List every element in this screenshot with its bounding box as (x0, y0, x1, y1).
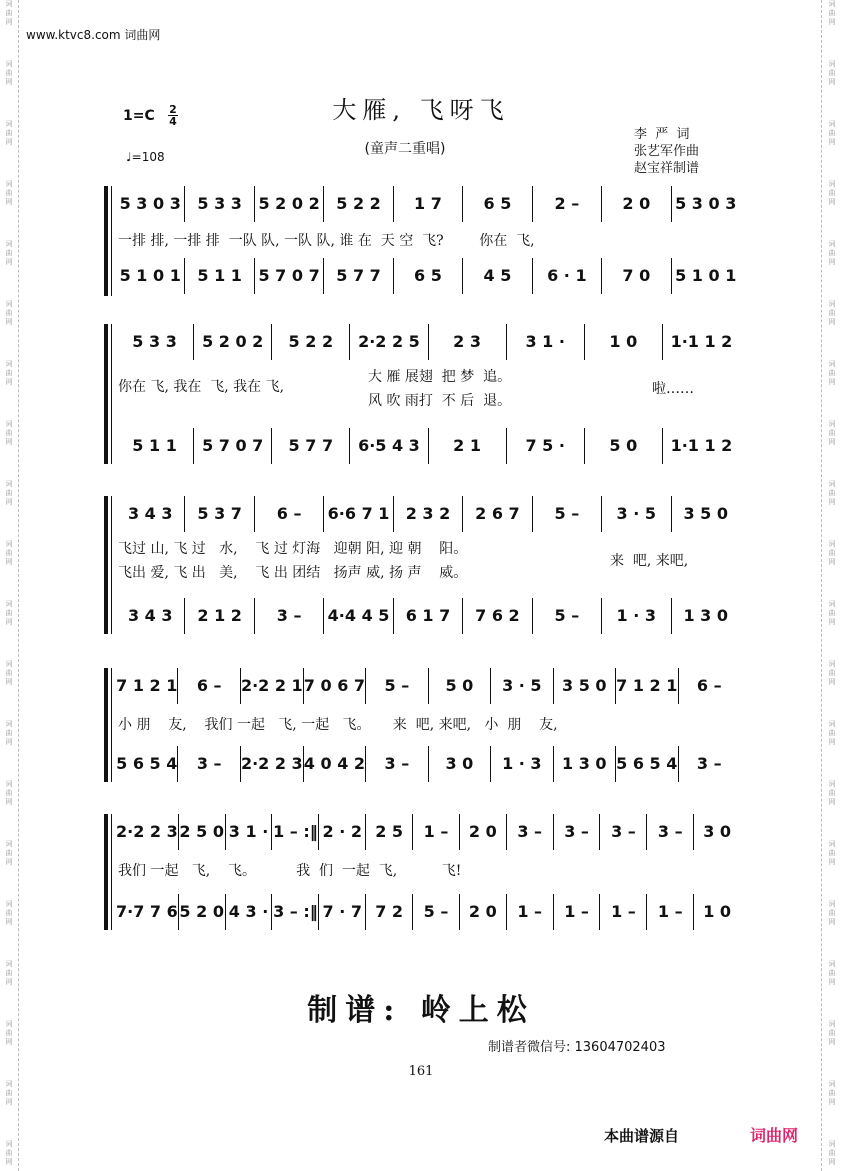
measure: 3 – (647, 814, 694, 850)
watermark-text: 词 曲 网 (5, 480, 13, 506)
watermark-text: 词 曲 网 (828, 900, 836, 926)
measure: 1·1 1 2 (670, 332, 733, 351)
watermark-text: 词 曲 网 (5, 420, 13, 446)
watermark-text: 词 曲 网 (828, 660, 836, 686)
watermark-text: 词 曲 网 (5, 300, 13, 326)
measure: 5 2 0 2 (255, 186, 324, 222)
measure: 2 1 (429, 428, 507, 464)
watermark-text: 词 曲 网 (5, 600, 13, 626)
watermark-text: 词 曲 网 (5, 840, 13, 866)
measure: 2 – (533, 186, 602, 222)
measure: 2 3 (429, 324, 507, 360)
watermark-text: 词 曲 网 (828, 840, 836, 866)
measure: 6 – (696, 676, 722, 695)
watermark-text: 词 曲 网 (828, 420, 836, 446)
measure: 5 2 0 2 (194, 324, 272, 360)
measure: 7 5 · (507, 428, 585, 464)
measure: 1 · 3 (491, 746, 553, 782)
song-title: 大雁, 飞呀飞 (332, 96, 510, 124)
measure: 6·5 4 3 (350, 428, 428, 464)
meter-bottom: 4 (169, 115, 177, 128)
upper-voice-line (116, 324, 740, 360)
measure: 3 – (600, 814, 647, 850)
watermark-text: 词 曲 网 (5, 1140, 13, 1166)
score-system-4 (104, 668, 740, 782)
measure: 2·2 2 3 (241, 746, 304, 782)
watermark-text: 词 曲 网 (5, 900, 13, 926)
watermark-text: 词 曲 网 (5, 720, 13, 746)
watermark-text: 词 曲 网 (5, 120, 13, 146)
upper-voice-line (116, 668, 740, 704)
measure: 4 5 (463, 258, 532, 294)
watermark-text: 词 曲 网 (5, 1020, 13, 1046)
system-bracket (104, 186, 114, 296)
measure: 3 – (696, 754, 722, 773)
site-header[interactable]: www.ktvc8.com 词曲网 (26, 28, 161, 42)
measure: 3 – (255, 598, 324, 634)
measure: 5 7 7 (324, 258, 393, 294)
measure: 5 0 (429, 668, 491, 704)
measure: 1 7 (394, 186, 463, 222)
measure: 1·1 1 2 (670, 436, 733, 455)
lyrics-verse-2: 风 吹 雨打 不 后 退。 (368, 393, 512, 409)
lower-voice-line (116, 746, 740, 782)
measure: 5 1 1 (185, 258, 254, 294)
measure: 1 3 0 (683, 606, 728, 625)
measure: 1 0 (585, 324, 663, 360)
measure: 6 5 (463, 186, 532, 222)
measure: 3 0 (703, 822, 732, 841)
score-system-1 (104, 186, 740, 296)
subtitle: (童声二重唱) (364, 141, 446, 157)
watermark-text: 词 曲 网 (5, 60, 13, 86)
watermark-text: 词 曲 网 (828, 360, 836, 386)
measure: 5 0 (585, 428, 663, 464)
measure: 6 · 1 (533, 258, 602, 294)
watermark-text: 词 曲 网 (828, 720, 836, 746)
score-system-2 (104, 324, 740, 464)
measure: 1 – (647, 894, 694, 930)
measure: 5 6 5 4 (116, 746, 178, 782)
watermark-text: 词 曲 网 (828, 480, 836, 506)
watermark-text: 词 曲 网 (828, 1140, 836, 1166)
measure: 3 5 0 (554, 668, 616, 704)
measure: 2 · 2 (319, 814, 366, 850)
measure: 5 1 0 1 (116, 258, 185, 294)
lower-voice-line (116, 894, 740, 930)
measure: 1 3 0 (554, 746, 616, 782)
watermark-text: 词 曲 网 (5, 360, 13, 386)
watermark-text: 词 曲 网 (5, 960, 13, 986)
measure: 5 7 0 7 (194, 428, 272, 464)
watermark-text: 词 曲 网 (828, 300, 836, 326)
lyrics-verse-1: 大 雁 展翅 把 梦 追。 (368, 369, 512, 385)
measure: 1 · 3 (602, 598, 671, 634)
watermark-text: 词 曲 网 (828, 780, 836, 806)
system-bracket (104, 324, 114, 464)
source-site-link[interactable]: 词曲网 (750, 1126, 799, 1145)
watermark-text: 词 曲 网 (828, 0, 836, 26)
watermark-text: 词 曲 网 (828, 1020, 836, 1046)
measure: 5 3 7 (185, 496, 254, 532)
watermark-text: 词 曲 网 (5, 780, 13, 806)
measure: 7 0 (602, 258, 671, 294)
lyricist-credit: 李 严 词 (634, 127, 690, 142)
measure: 2·2 2 1 (241, 668, 304, 704)
measure: 2 5 (366, 814, 413, 850)
measure: 5 2 2 (324, 186, 393, 222)
measure: 3 – (366, 746, 428, 782)
measure: 2·2 2 5 (350, 324, 428, 360)
lyrics-line: 我们 一起 飞, 飞。 我 们 一起 飞, 飞! (118, 863, 462, 879)
measure: 1 – (600, 894, 647, 930)
measure: 7 1 2 1 (116, 668, 178, 704)
measure: 5 3 0 3 (675, 194, 737, 213)
score-system-5 (104, 814, 740, 930)
lyrics-verse-2: 飞出 爱, 飞 出 美, 飞 出 团结 扬声 威, 扬 声 威。 (118, 565, 468, 581)
measure: 6 – (255, 496, 324, 532)
measure: 3 4 3 (116, 496, 185, 532)
score-system-3 (104, 496, 740, 634)
measure: 5 2 0 (179, 894, 226, 930)
measure: 1 – :‖ (272, 814, 319, 850)
measure: 2·2 2 3 (116, 814, 179, 850)
system-bracket (104, 668, 114, 782)
measure: 1 0 (703, 902, 732, 921)
measure: 2 3 2 (394, 496, 463, 532)
measure: 5 6 5 4 (616, 746, 678, 782)
measure: 5 3 0 3 (116, 186, 185, 222)
measure: 5 1 1 (116, 428, 194, 464)
measure: 3 – (178, 746, 240, 782)
measure: 1 – (413, 814, 460, 850)
lower-voice-line (116, 258, 740, 294)
system-bracket (104, 814, 114, 930)
measure: 5 – (533, 598, 602, 634)
measure: 7 0 6 7 (304, 668, 366, 704)
watermark-text: 词 曲 网 (828, 600, 836, 626)
measure: 7 6 2 (463, 598, 532, 634)
measure: 3 – (554, 814, 601, 850)
watermark-text: 词 曲 网 (5, 1080, 13, 1106)
lyrics-line: 小 朋 友, 我们 一起 飞, 一起 飞。 来 吧, 来吧, 小 朋 友, (118, 717, 558, 733)
measure: 5 – (413, 894, 460, 930)
measure: 3 1 · (226, 814, 273, 850)
page-number: 161 (408, 1064, 434, 1079)
arranger-credit: 赵宝祥制谱 (634, 161, 700, 176)
measure: 4 3 · (226, 894, 273, 930)
measure: 2 5 0 (179, 814, 226, 850)
measure: 5 – (366, 668, 428, 704)
measure: 7·7 7 6 (116, 894, 179, 930)
measure: 6·6 7 1 (324, 496, 393, 532)
measure: 7 1 2 1 (616, 668, 678, 704)
measure: 5 – (533, 496, 602, 532)
measure: 4 0 4 2 (304, 746, 366, 782)
measure: 6 1 7 (394, 598, 463, 634)
watermark-text: 词 曲 网 (828, 540, 836, 566)
measure: 3 4 3 (116, 598, 185, 634)
upper-voice-line (116, 496, 740, 532)
measure: 7 2 (366, 894, 413, 930)
watermark-text: 词 曲 网 (5, 180, 13, 206)
measure: 7 · 7 (319, 894, 366, 930)
watermark-text: 词 曲 网 (828, 960, 836, 986)
measure: 1 – (554, 894, 601, 930)
system-bracket (104, 496, 114, 634)
meter-top: 2 (169, 103, 177, 116)
measure: 2 0 (602, 186, 671, 222)
watermark-text: 词 曲 网 (5, 540, 13, 566)
source-label: 本曲谱源自 (604, 1127, 680, 1145)
measure: 5 7 0 7 (255, 258, 324, 294)
arranger-wechat: 制谱者微信号: 13604702403 (488, 1040, 666, 1055)
upper-voice-line (116, 814, 740, 850)
watermark-text: 词 曲 网 (5, 660, 13, 686)
composer-credit: 张艺军作曲 (634, 144, 700, 159)
measure: 1 – (507, 894, 554, 930)
measure: 3 0 (429, 746, 491, 782)
measure: 4·4 4 5 (324, 598, 393, 634)
measure: 2 6 7 (463, 496, 532, 532)
measure: 3 5 0 (683, 504, 728, 523)
time-signature (168, 104, 178, 127)
measure: 5 7 7 (272, 428, 350, 464)
key-signature: 1=C (123, 108, 155, 124)
measure: 3 · 5 (491, 668, 553, 704)
lower-voice-line (116, 428, 740, 464)
measure: 5 3 3 (185, 186, 254, 222)
lyrics-verse-1: 飞过 山, 飞 过 水, 飞 过 灯海 迎朝 阳, 迎 朝 阳。 (118, 541, 468, 557)
watermark-text: 词 曲 网 (828, 1080, 836, 1106)
arranger-signature: 制谱: 岭上松 (307, 993, 535, 1028)
measure: 6 – (178, 668, 240, 704)
watermark-text: 词 曲 网 (5, 240, 13, 266)
measure: 2 0 (460, 814, 507, 850)
measure: 6 5 (394, 258, 463, 294)
watermark-text: 词 曲 网 (828, 240, 836, 266)
watermark-text: 词 曲 网 (5, 0, 13, 26)
lyrics-line: 你在 飞, 我在 飞, 我在 飞, (118, 379, 285, 395)
lyrics-come: 来 吧, 来吧, (610, 553, 689, 569)
lyrics-la: 啦…… (652, 381, 694, 397)
measure: 3 · 5 (602, 496, 671, 532)
watermark-text: 词 曲 网 (828, 180, 836, 206)
lower-voice-line (116, 598, 740, 634)
lyrics-line: 一排 排, 一排 排 一队 队, 一队 队, 谁 在 天 空 飞? 你在 飞, (118, 233, 535, 249)
measure: 5 2 2 (272, 324, 350, 360)
measure: 5 3 3 (116, 324, 194, 360)
tempo-marking: ♩=108 (126, 150, 165, 164)
measure: 2 0 (460, 894, 507, 930)
watermark-text: 词 曲 网 (828, 60, 836, 86)
measure: 3 – :‖ (272, 894, 319, 930)
credits (634, 126, 699, 177)
measure: 5 1 0 1 (675, 266, 737, 285)
measure: 3 – (507, 814, 554, 850)
upper-voice-line (116, 186, 740, 222)
watermark-text: 词 曲 网 (828, 120, 836, 146)
measure: 2 1 2 (185, 598, 254, 634)
measure: 3 1 · (507, 324, 585, 360)
